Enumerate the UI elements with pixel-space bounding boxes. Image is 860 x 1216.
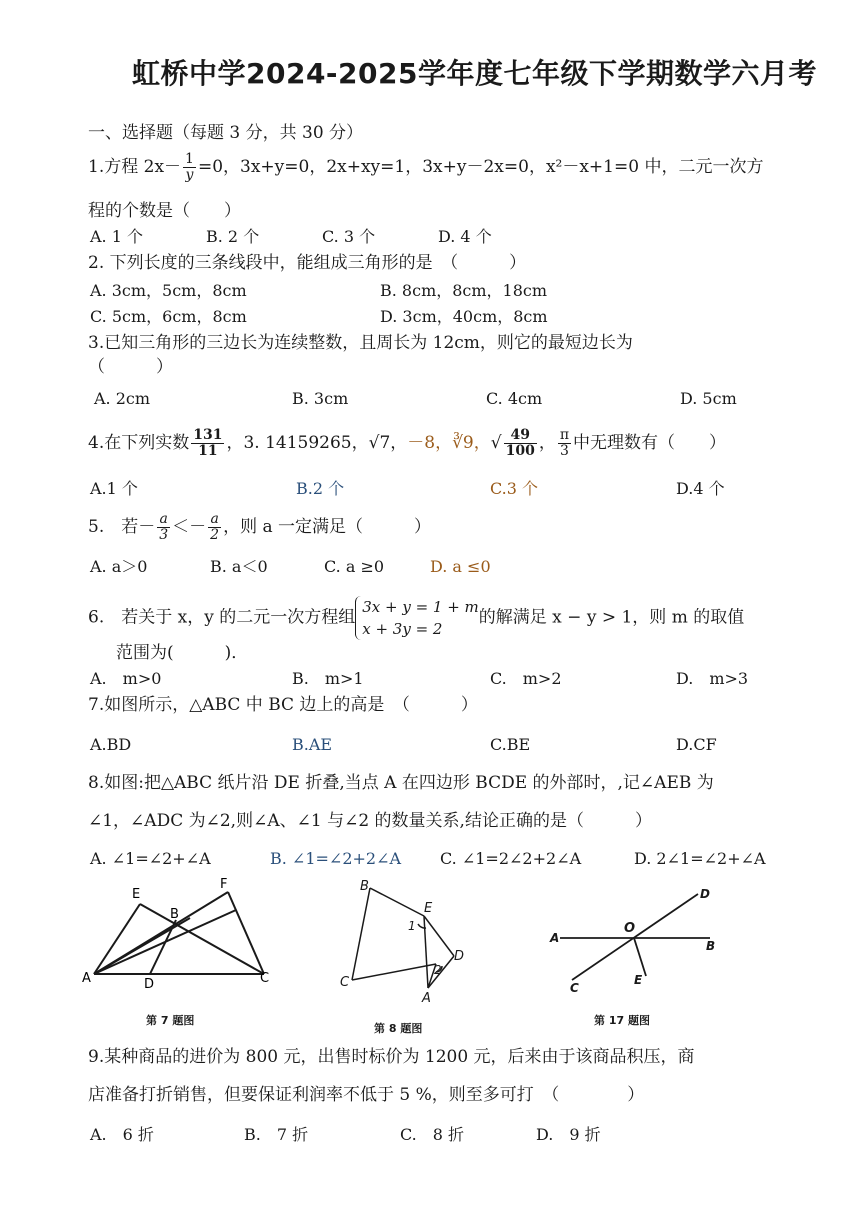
q2-option-c[interactable]: C. 5cm，6cm，8cm (90, 307, 247, 326)
q9-option-b[interactable]: B. 7 折 (244, 1125, 309, 1144)
figure-8 (330, 876, 480, 1006)
q7-option-d[interactable]: D.CF (676, 735, 717, 754)
question-3-stem-line2: （ ） (88, 357, 173, 377)
q7-option-a[interactable]: A.BD (90, 735, 132, 754)
fraction: $\frac{131}{11}$ (193, 427, 223, 459)
fig7-label-c: C (260, 971, 270, 986)
q1-option-b[interactable]: B. 2 个 (206, 227, 260, 246)
exam-title: 虹桥中学2024-2025学年度七年级下学期数学六月考 (132, 57, 817, 90)
q5-option-d[interactable]: D. a ≤0 (430, 557, 491, 576)
question-5-stem: 5. 若－ $\frac{a}{3}$ ＜－ $\frac{a}{2}$ ，则 a 一定满足（ ） (88, 511, 432, 543)
question-3-stem: 3.已知三角形的三边长为连续整数，且周长为 12cm，则它的最短边长为 (88, 333, 633, 353)
q4-option-b[interactable]: B.2 个 (296, 479, 345, 498)
q8-option-b[interactable]: B. ∠1=∠2+2∠A (270, 849, 402, 868)
q4-option-a[interactable]: A.1 个 (90, 479, 138, 498)
q6-option-a[interactable]: A. m>0 (90, 669, 162, 688)
fig7-label-f: F (220, 877, 228, 892)
question-4-stem: 4.在下列实数 $\frac{131}{11}$ ，3. 14159265，√7，－8，∛9，√ $\frac{49}{100}$ ， $\frac{\pi}{3}$ 中无理数有（ ） (88, 427, 727, 459)
question-1-stem: 1.方程 2x－ $\frac{1}{y}$ =0，3x+y=0，2x+xy=1，3x+y－2x=0，x²－x+1=0 中，二元一次方 (88, 151, 764, 183)
fig7-label-b: B (170, 907, 179, 922)
q6-option-d[interactable]: D. m>3 (676, 669, 749, 688)
q6-option-c[interactable]: C. m>2 (490, 669, 562, 688)
question-1-stem-line2: 程的个数是（ ） (88, 201, 241, 221)
question-6-stem-line2: 范围为( )． (116, 643, 249, 663)
q5-option-c[interactable]: C. a ≥0 (324, 557, 385, 576)
fig7-label-d: D (144, 977, 155, 992)
fig7-label-e: E (132, 887, 141, 902)
q1-option-d[interactable]: D. 4 个 (438, 227, 492, 246)
q4-option-c[interactable]: C.3 个 (490, 479, 539, 498)
q2-option-d[interactable]: D. 3cm，40cm，8cm (380, 307, 548, 326)
q9-option-a[interactable]: A. 6 折 (90, 1125, 154, 1144)
figure-7-caption: 第 7 题图 (146, 1014, 195, 1027)
q2-option-a[interactable]: A. 3cm，5cm，8cm (90, 281, 247, 300)
fraction: $\frac{a}{3}$ (159, 511, 169, 543)
fig8-label-a: A (422, 991, 431, 1006)
equation-system: 3x + y = 1 + m x + 3y = 2 (355, 596, 479, 640)
figure-8-caption: 第 8 题图 (374, 1022, 423, 1035)
section-heading: 一、选择题（每题 3 分，共 30 分） (88, 123, 364, 143)
fig8-label-e: E (424, 901, 433, 916)
q7-option-c[interactable]: C.BE (490, 735, 531, 754)
fig8-label-1: 1 (408, 919, 416, 933)
q5-option-a[interactable]: A. a＞0 (90, 557, 148, 576)
fraction: $\frac{a}{2}$ (210, 511, 220, 543)
q1-option-c[interactable]: C. 3 个 (322, 227, 376, 246)
fig17-label-c: C (570, 981, 579, 995)
figure-17-caption: 第 17 题图 (594, 1014, 650, 1027)
question-6-stem: 6. 若关于 x，y 的二元一次方程组 3x + y = 1 + m x + 3y = 2 的解满足 x − y > 1，则 m 的取值 (88, 598, 745, 638)
question-9-stem-line2: 店准备打折销售，但要保证利润率不低于 5 %，则至多可打 （ ） (88, 1085, 645, 1105)
question-9-stem: 9.某种商品的进价为 800 元，出售时标价为 1200 元，后来由于该商品积压，商 (88, 1047, 695, 1067)
q3-option-b[interactable]: B. 3cm (292, 389, 349, 408)
fig8-label-c: C (340, 975, 350, 990)
fig17-label-b: B (706, 939, 716, 953)
q9-option-d[interactable]: D. 9 折 (536, 1125, 601, 1144)
fraction: $\frac{49}{100}$ (505, 427, 535, 459)
q8-option-c[interactable]: C. ∠1=2∠2+2∠A (440, 849, 582, 868)
fraction: $\frac{\pi}{3}$ (559, 427, 570, 459)
question-8-stem: 8.如图:把△ABC 纸片沿 DE 折叠,当点 A 在四边形 BCDE 的外部时，,记∠AEB 为 (88, 773, 714, 793)
q6-option-b[interactable]: B. m>1 (292, 669, 364, 688)
fig17-label-a: A (550, 931, 560, 945)
fig8-label-2: 2 (434, 963, 442, 977)
q2-option-b[interactable]: B. 8cm，8cm，18cm (380, 281, 548, 300)
q9-option-c[interactable]: C. 8 折 (400, 1125, 465, 1144)
question-2-stem: 2. 下列长度的三条线段中，能组成三角形的是 （ ） (88, 253, 527, 273)
q3-option-c[interactable]: C. 4cm (486, 389, 543, 408)
q5-option-b[interactable]: B. a＜0 (210, 557, 268, 576)
question-8-stem-line2: ∠1，∠ADC 为∠2,则∠A、∠1 与∠2 的数量关系,结论正确的是（ ） (88, 811, 652, 831)
fig17-label-d: D (700, 887, 710, 901)
q4-option-d[interactable]: D.4 个 (676, 479, 725, 498)
q1-option-a[interactable]: A. 1 个 (90, 227, 143, 246)
fig7-label-a: A (82, 971, 91, 986)
fig8-label-d: D (454, 949, 465, 964)
fraction: $\frac{1}{y}$ (185, 151, 194, 183)
figure-7 (80, 876, 280, 996)
fig17-label-e: E (634, 973, 643, 987)
figure-17 (548, 880, 748, 1000)
q8-option-d[interactable]: D. 2∠1=∠2+∠A (634, 849, 766, 868)
fig17-label-o: O (624, 921, 636, 936)
question-7-stem: 7.如图所示，△ABC 中 BC 边上的高是 （ ） (88, 695, 478, 715)
fig8-label-b: B (360, 879, 369, 894)
q8-option-a[interactable]: A. ∠1=∠2+∠A (90, 849, 211, 868)
q7-option-b[interactable]: B.AE (292, 735, 333, 754)
q3-option-a[interactable]: A. 2cm (94, 389, 151, 408)
q3-option-d[interactable]: D. 5cm (680, 389, 737, 408)
